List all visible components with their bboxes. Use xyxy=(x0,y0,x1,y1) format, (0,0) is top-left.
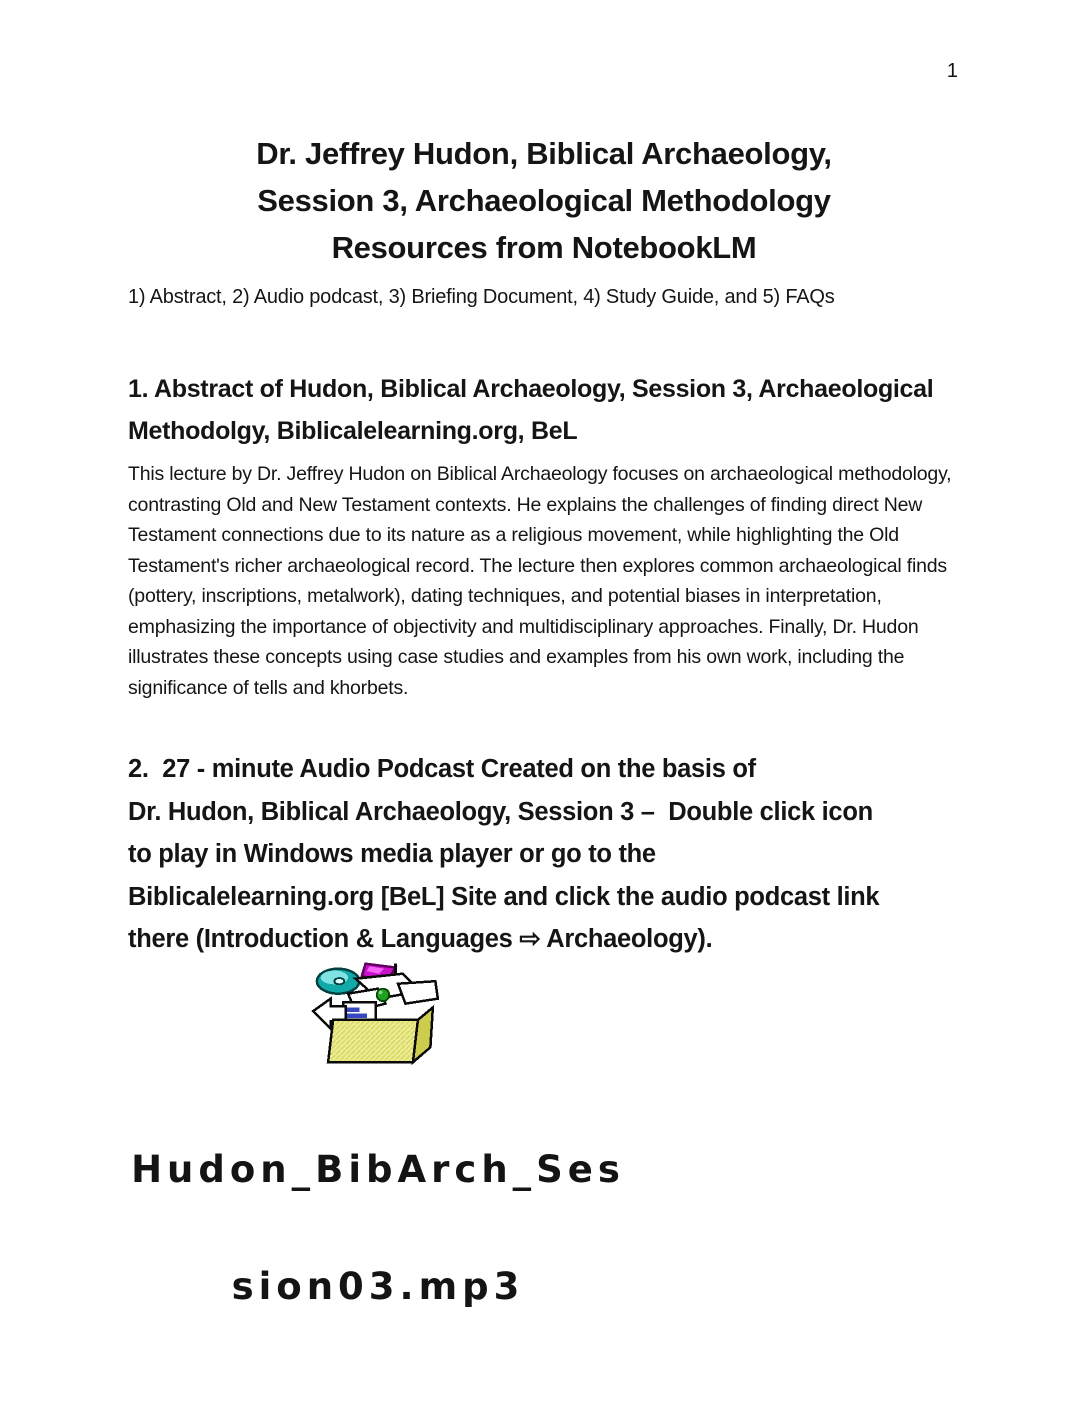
audio-file-name xyxy=(128,1072,628,1384)
media-package-icon[interactable] xyxy=(305,960,451,1066)
audio-file-name-line-1: Hudon_BibArch_Ses xyxy=(131,1148,625,1191)
section2-heading-line-5: there (Introduction & Languages ⇨ Archaeology). xyxy=(128,925,713,953)
cd-hole-shape xyxy=(334,978,344,984)
page-number: 1 xyxy=(946,60,958,82)
audio-file-name-line-2: sion03.mp3 xyxy=(231,1265,525,1308)
section1-heading-line-2: Methodolgy, Biblicalelearning.org, BeL xyxy=(128,417,578,445)
section1-heading xyxy=(128,368,1028,452)
section2-heading-line-2: Dr. Hudon, Biblical Archaeology, Session 3 – Double click icon xyxy=(128,797,873,826)
green-ball-shape xyxy=(377,989,389,1001)
document-title xyxy=(128,130,960,271)
title-line-1: Dr. Jeffrey Hudon, Biblical Archaeology, xyxy=(256,136,832,171)
green-ball-highlight-shape xyxy=(379,991,383,995)
section2-heading-line-1: 2. 27 - minute Audio Podcast Created on the basis of xyxy=(128,755,756,783)
box-front-hatch-shape xyxy=(328,1020,418,1062)
blue-stripe-shape xyxy=(347,1014,367,1018)
contents-list: 1) Abstract, 2) Audio podcast, 3) Briefing Document, 4) Study Guide, and 5) FAQs xyxy=(128,286,835,308)
section1-abstract-paragraph: This lecture by Dr. Jeffrey Hudon on Biblical Archaeology focuses on archaeological methodology, contrasting Old and New Testament contexts. He explains the challenges of finding direct New Testament connections due to its nature as a religious movement, while highlighting the Old Testament's richer archaeological record. The lecture then explores common archaeological finds (pottery, inscriptions, metalwork), dating techniques, and potential biases in interpretation, emphasizing the importance of objectivity and multidisciplinary approaches. Finally, Dr. Hudon illustrates these concepts using case studies and examples from his own work, including the significance of tells and khorbets. xyxy=(128,463,952,699)
paper-sheet-shape xyxy=(398,981,438,1003)
section1-heading-line-1: 1. Abstract of Hudon, Biblical Archaeology, Session 3, Archaeological xyxy=(128,375,934,403)
section2-heading-line-3: to play in Windows media player or go to the xyxy=(128,840,656,868)
blue-stripe-shape xyxy=(347,1007,359,1011)
title-line-3: Resources from NotebookLM xyxy=(331,230,757,265)
section2-heading-line-4: Biblicalelearning.org [BeL] Site and click the audio podcast link xyxy=(128,882,880,911)
section2-heading xyxy=(128,748,1068,961)
audio-file-object[interactable] xyxy=(128,960,628,1384)
title-line-2: Session 3, Archaeological Methodology xyxy=(257,183,831,218)
